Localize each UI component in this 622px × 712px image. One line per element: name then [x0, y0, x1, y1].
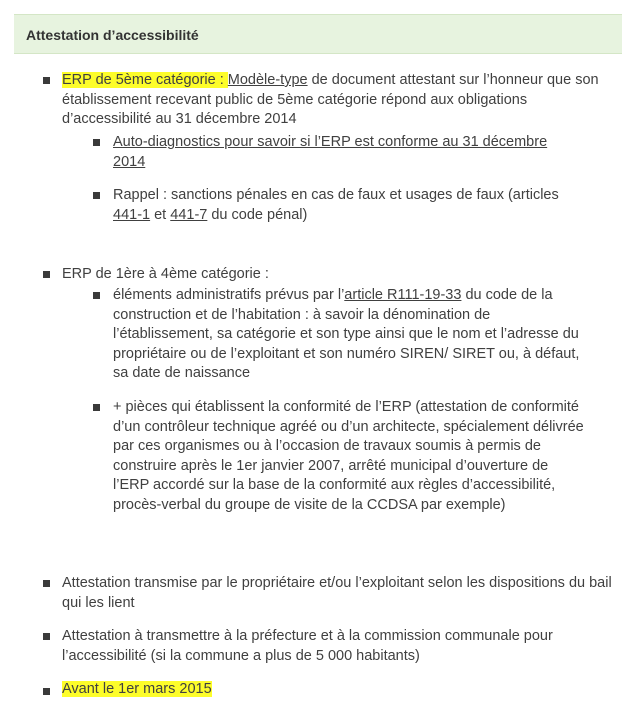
article-r111-19-33-link[interactable]: article R111-19-33: [344, 287, 462, 303]
highlighted-text: ERP de 5ème catégorie: [62, 72, 216, 88]
separator-text: :: [215, 72, 228, 88]
article-441-1-link[interactable]: 441-1: [113, 206, 151, 223]
list-item-erp-1-4: [62, 265, 602, 285]
item-text: Attestation transmise par le propriétaire et/ou l’exploitant selon les dispositions du bail qui les lient: [62, 575, 612, 611]
list-item-deadline: [62, 680, 462, 700]
item-text: de document attestant sur l’honneur que son établissement recevant public de 5ème catégorie répond aux obligations d’accessibilité au 31 décembre 2014: [62, 72, 599, 127]
item-text: + pièces qui établissent la conformité de l’ERP (attestation de conformité d’un contrôleur technique agréé ou d’un architecte, spécialement délivrée par ces organismes ou à l’occasion de travaux soumis à permis de construire après le 1er janvier 2007, arrêté municipal d’ouverture de l’ERP accordé sur la base de la conformité aux règles d’accessibilité, procès-verbal du groupe de visite de la CCDSA par exemple): [113, 399, 584, 513]
list-item-prefecture: [62, 627, 582, 666]
bullet-icon: [93, 192, 100, 199]
list-item-erp-5: [62, 71, 614, 130]
bullet-icon: [93, 404, 100, 411]
item-text: éléments administratifs prévus par l’: [113, 287, 345, 303]
bullet-icon: [43, 688, 50, 695]
sublist-item-auto-diagnostics: [113, 133, 573, 172]
item-text: Rappel : sanctions pénales en cas de faux et usages de faux (articles: [113, 187, 559, 203]
modele-type-link[interactable]: Modèle-type: [227, 72, 308, 88]
sublist-item-elements-administratifs: [113, 286, 581, 384]
bullet-icon: [43, 580, 50, 587]
sublist-item-pieces: [113, 398, 585, 515]
bullet-icon: [93, 139, 100, 146]
item-text: ERP de 1ère à 4ème catégorie :: [62, 266, 269, 282]
article-441-7-link[interactable]: 441-7: [170, 206, 208, 223]
bullet-icon: [93, 292, 100, 299]
item-text: et: [150, 206, 171, 223]
sublist-item-rappel: [113, 186, 583, 225]
section-title: Attestation d’accessibilité: [26, 27, 199, 43]
highlighted-deadline: Avant le 1er mars 2015: [62, 681, 212, 697]
bullet-icon: [43, 77, 50, 84]
bullet-icon: [43, 271, 50, 278]
list-item-attestation-transmise: [62, 574, 618, 613]
auto-diagnostics-link[interactable]: Auto-diagnostics pour savoir si l’ERP est conforme au 31 décembre 2014: [113, 134, 548, 170]
section-header: [14, 14, 622, 54]
item-text: Attestation à transmettre à la préfecture et à la commission communale pour l’accessibilité (si la commune a plus de 5 000 habitants): [62, 628, 553, 664]
item-text: du code de la construction et de l’habitation : à savoir la dénomination de l’établissement, sa catégorie et son type ainsi que le nom et l’adresse du propriétaire ou de l’exploitant et son numéro SIREN/ SIRET ou, à défaut, sa date de naissance: [113, 287, 580, 381]
bullet-icon: [43, 633, 50, 640]
item-text: du code pénal): [207, 206, 308, 223]
